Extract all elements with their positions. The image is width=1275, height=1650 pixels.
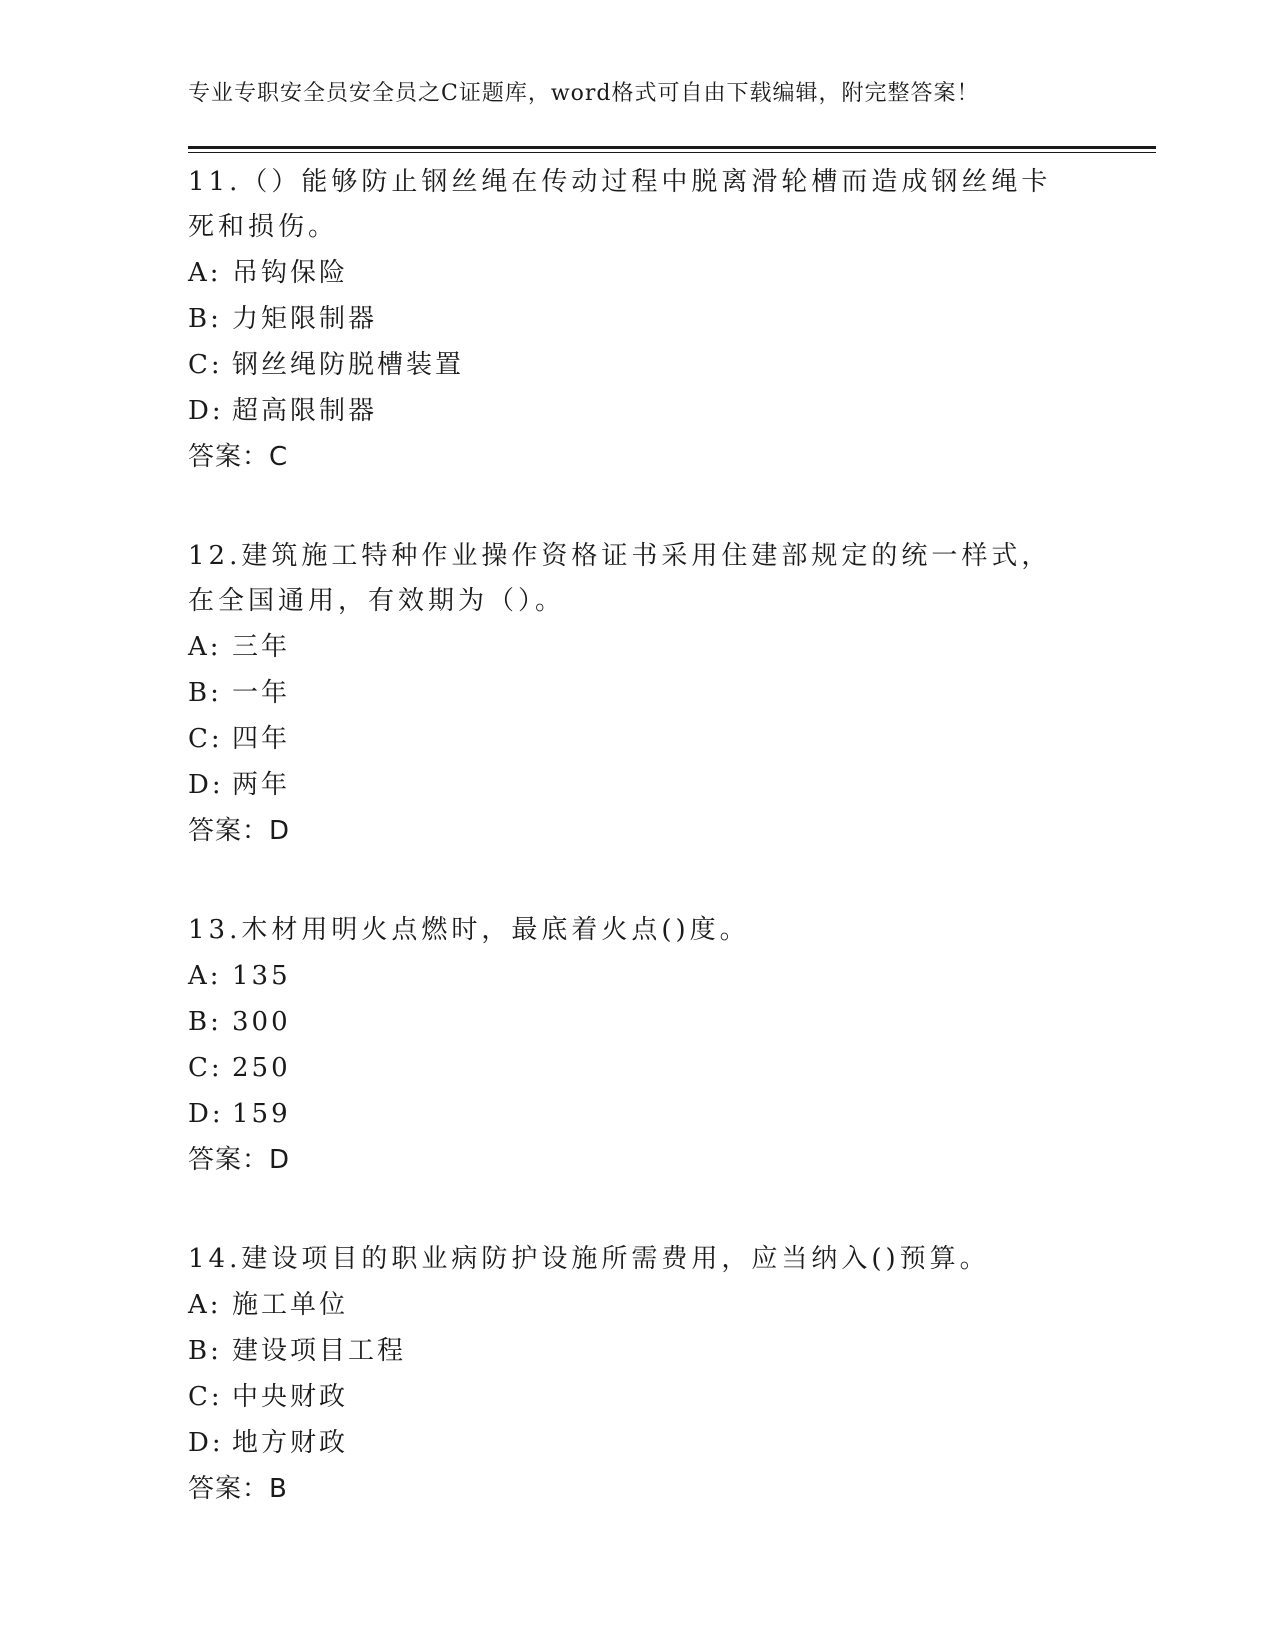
option-text: 135 xyxy=(232,961,291,991)
option-letter: B: xyxy=(188,304,222,334)
option-letter: B: xyxy=(188,1007,222,1037)
option-a xyxy=(188,250,1068,296)
option-b xyxy=(188,670,1068,716)
option-c xyxy=(188,1045,1068,1091)
option-letter: D: xyxy=(188,396,224,426)
option-d xyxy=(188,1091,1068,1137)
option-text: 250 xyxy=(232,1053,291,1083)
question-text: 14.建设项目的职业病防护设施所需费用，应当纳入()预算。 xyxy=(188,1244,990,1274)
answer-line: 答案：D xyxy=(188,816,291,846)
question-text: 12.建筑施工特种作业操作资格证书采用住建部规定的统一样式，在全国通用，有效期为（）。 xyxy=(188,541,1052,616)
option-letter: C: xyxy=(188,1382,223,1412)
question-item xyxy=(188,908,1068,1183)
header-divider-thick xyxy=(188,146,1156,149)
option-letter: A: xyxy=(188,632,222,662)
option-text: 钢丝绳防脱槽装置 xyxy=(232,350,465,380)
answer-line: 答案：C xyxy=(188,442,289,472)
question-item xyxy=(188,160,1068,480)
option-text: 两年 xyxy=(232,770,291,800)
option-a xyxy=(188,953,1068,999)
option-text: 中央财政 xyxy=(232,1382,349,1412)
option-c xyxy=(188,716,1068,762)
option-letter: C: xyxy=(188,350,223,380)
option-letter: B: xyxy=(188,678,222,708)
option-text: 吊钩保险 xyxy=(232,258,349,288)
question-list xyxy=(188,160,1068,1566)
option-b xyxy=(188,1328,1068,1374)
option-b xyxy=(188,999,1068,1045)
option-c xyxy=(188,1374,1068,1420)
option-text: 300 xyxy=(232,1007,291,1037)
page-header: 专业专职安全员安全员之C证题库，word格式可自由下载编辑，附完整答案！ xyxy=(188,81,980,106)
option-a xyxy=(188,1282,1068,1328)
question-text: 11.（）能够防止钢丝绳在传动过程中脱离滑轮槽而造成钢丝绳卡死和损伤。 xyxy=(188,167,1052,242)
option-text: 159 xyxy=(232,1099,291,1129)
option-a xyxy=(188,624,1068,670)
question-item xyxy=(188,534,1068,854)
option-d xyxy=(188,1420,1068,1466)
option-text: 力矩限制器 xyxy=(232,304,378,334)
question-text: 13.木材用明火点燃时，最底着火点()度。 xyxy=(188,915,750,945)
header-divider-thin xyxy=(188,152,1156,153)
option-text: 建设项目工程 xyxy=(232,1336,407,1366)
option-c xyxy=(188,342,1068,388)
option-letter: A: xyxy=(188,961,222,991)
option-text: 超高限制器 xyxy=(232,396,378,426)
option-letter: C: xyxy=(188,724,223,754)
option-d xyxy=(188,762,1068,808)
option-text: 三年 xyxy=(232,632,291,662)
option-text: 四年 xyxy=(232,724,291,754)
option-text: 一年 xyxy=(232,678,291,708)
option-text: 施工单位 xyxy=(232,1290,349,1320)
option-letter: C: xyxy=(188,1053,223,1083)
option-letter: B: xyxy=(188,1336,222,1366)
option-d xyxy=(188,388,1068,434)
option-b xyxy=(188,296,1068,342)
option-letter: D: xyxy=(188,1428,224,1458)
option-letter: D: xyxy=(188,1099,224,1129)
answer-line: 答案：B xyxy=(188,1474,288,1504)
option-letter: A: xyxy=(188,258,222,288)
option-letter: A: xyxy=(188,1290,222,1320)
question-item xyxy=(188,1237,1068,1512)
option-letter: D: xyxy=(188,770,224,800)
option-text: 地方财政 xyxy=(232,1428,349,1458)
answer-line: 答案：D xyxy=(188,1145,291,1175)
